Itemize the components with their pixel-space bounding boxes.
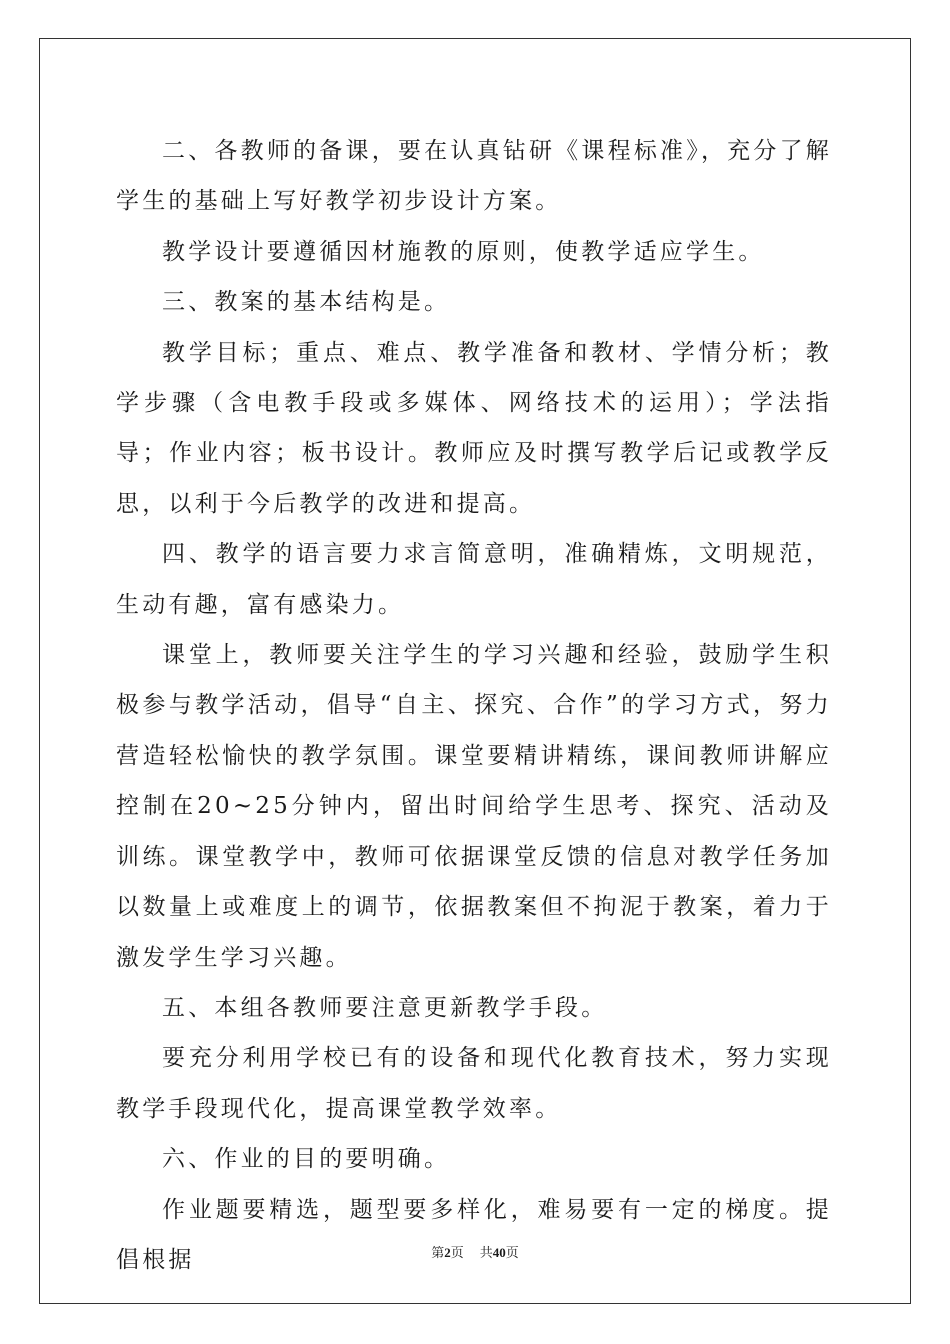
page-total-prefix: 共 — [479, 1246, 493, 1261]
page-number-suffix: 页 — [450, 1246, 464, 1261]
paragraph: 五、本组各教师要注意更新教学手段。 — [162, 994, 608, 1021]
paragraph: 二、各教师的备课，要在认真钻研《课程标准》，充分了解学生的基础上写好教学初步设计方案。 — [116, 138, 832, 215]
paragraph: 教学设计要遵循因材施教的原则，使教学适应学生。 — [162, 238, 765, 265]
page-number-prefix: 第 — [431, 1246, 445, 1261]
paragraph: 四、教学的语言要力求言简意明，准确精炼，文明规范，生动有趣，富有感染力。 — [116, 541, 832, 618]
paragraph: 六、作业的目的要明确。 — [162, 1146, 451, 1173]
paragraph: 要充分利用学校已有的设备和现代化教育技术，努力实现教学手段现代化，提高课堂教学效率。 — [116, 1045, 832, 1122]
paragraph: 作业题要精选，题型要多样化，难易要有一定的梯度。提倡根据 — [116, 1196, 832, 1273]
paragraph: 课堂上，教师要关注学生的学习兴趣和经验，鼓励学生积极参与教学活动，倡导“自主、探究、合作”的学习方式，努力营造轻松愉快的教学氛围。课堂要精讲精练，课间教师讲解应控制在20~25分钟内，留出时间给学生思考、探究、活动及训练。课堂教学中，教师可依据课堂反馈的信息对教学任务加以数量上或难度上的调节，依据教案但不拘泥于教案，着力于激发学生学习兴趣。 — [116, 642, 832, 971]
document-body — [116, 126, 832, 1285]
paragraph: 教学目标；重点、难点、教学准备和教材、学情分析；教学步骤（含电教手段或多媒体、网络技术的运用）；学法指导；作业内容；板书设计。教师应及时撰写教学后记或教学反思，以利于今后教学的改进和提高。 — [116, 339, 832, 517]
page-footer — [0, 1244, 950, 1263]
page-total-suffix: 页 — [505, 1246, 519, 1261]
page-number-total: 40 — [492, 1245, 506, 1260]
paragraph: 三、教案的基本结构是。 — [162, 289, 451, 316]
page-number-current: 2 — [444, 1245, 451, 1260]
